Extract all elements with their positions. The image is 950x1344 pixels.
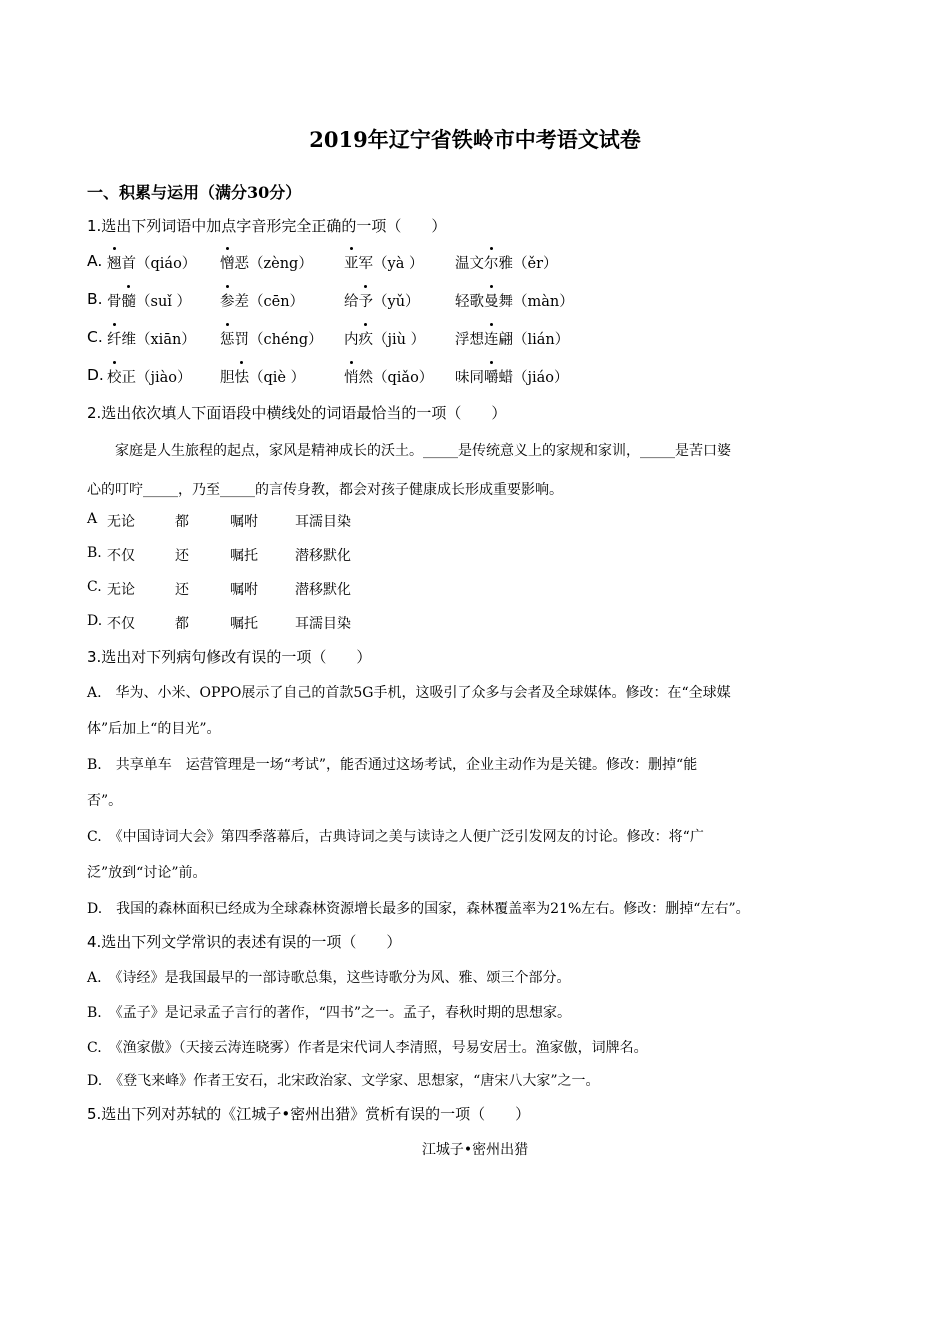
option-label: D. [87,613,103,629]
question-3-stem: 3.选出对下列病句修改有误的一项（ ） [87,648,372,666]
word-item: 轻歌曼舞（màn） [455,290,574,311]
emphasis-dotted-char: 嚼 [484,366,499,387]
question-3-option-line: B. 共享单车 运营管理是一场“考试”，能否通过这场考试，企业主动作为是关键。修改：删掉“能 [87,757,698,773]
option-label: B. [87,545,102,561]
question-1-stem: 1.选出下列词语中加点字音形完全正确的一项（ ） [87,217,447,235]
option-label: A [87,511,98,527]
emphasis-dotted-char: 参 [220,290,235,311]
option-word: 还 [175,548,189,564]
option-word: 都 [175,514,189,530]
option-word: 潜移默化 [295,582,351,598]
emphasis-dotted-char: 悄 [344,366,359,387]
option-word: 不仅 [107,616,135,632]
option-word: 无论 [107,514,135,530]
option-label: D. [87,366,104,384]
option-word: 嘱托 [230,548,258,564]
option-word: 嘱托 [230,616,258,632]
word-item: 悄然（qiǎo） [344,366,433,387]
option-label: C. [87,328,103,346]
word-item: 内疚（jiù ） [344,328,425,349]
emphasis-dotted-char: 翘 [107,252,122,273]
word-item: 憎恶（zèng） [220,252,313,273]
poem-title: 江城子•密州出猎 [421,1142,529,1158]
option-word: 还 [175,582,189,598]
emphasis-dotted-char: 怯 [235,366,250,387]
word-item: 校正（jiào） [107,366,192,387]
word-item: 骨髓（suǐ ） [107,290,191,311]
option-word: 潜移默化 [295,548,351,564]
word-item: 惩罚（chéng） [220,328,323,349]
emphasis-dotted-char: 校 [107,366,122,387]
question-5-stem: 5.选出下列对苏轼的《江城子•密州出猎》赏析有误的一项（ ） [87,1105,531,1123]
word-item: 给予（yǔ） [344,290,420,311]
option-word: 耳濡目染 [295,514,351,530]
word-item: 亚军（yà ） [344,252,423,273]
question-4-stem: 4.选出下列文学常识的表述有误的一项（ ） [87,933,402,951]
emphasis-dotted-char: 髓 [122,290,137,311]
question-4-option-line: A. 《诗经》是我国最早的一部诗歌总集，这些诗歌分为风、雅、颂三个部分。 [87,970,571,986]
word-item: 味同嚼蜡（jiáo） [455,366,569,387]
question-4-option-line: C. 《渔家傲》（天接云涛连晓雾）作者是宋代词人李清照，号易安居士。渔家傲，词牌名。 [87,1040,648,1056]
option-word: 耳濡目染 [295,616,351,632]
option-word: 无论 [107,582,135,598]
option-word: 嘱咐 [230,582,258,598]
option-word: 嘱咐 [230,514,258,530]
word-item: 浮想连翩（lián） [455,328,569,349]
option-word: 都 [175,616,189,632]
question-3-option-line: C. 《中国诗词大会》第四季落幕后，古典诗词之美与读诗之人便广泛引发网友的讨论。修改：将“广 [87,829,704,845]
word-item: 纤维（xiān） [107,328,196,349]
question-2-passage-line: 家庭是人生旅程的起点，家风是精神成长的沃土。_____是传统意义上的家规和家训，_____是苦口婆 [87,443,731,459]
option-label: C. [87,579,102,595]
emphasis-dotted-char: 疚 [359,328,374,349]
word-item: 温文尔雅（ěr） [455,252,558,273]
emphasis-dotted-char: 惩 [220,328,235,349]
emphasis-dotted-char: 纤 [107,328,122,349]
question-4-option-line: D. 《登飞来峰》作者王安石，北宋政治家、文学家、思想家，“唐宋八大家”之一。 [87,1073,600,1089]
option-label: A. [87,252,103,270]
emphasis-dotted-char: 亚 [344,252,359,273]
question-2-passage-line: 心的叮咛_____，乃至_____的言传身教，都会对孩子健康成长形成重要影响。 [87,482,563,498]
word-item: 参差（cēn） [220,290,304,311]
question-3-option-line: D. 我国的森林面积已经成为全球森林资源增长最多的国家，森林覆盖率为21%左右。修改：删掉“左右”。 [87,901,750,917]
word-item: 胆怯（qiè ） [220,366,305,387]
section-heading: 一、积累与运用（满分30分） [87,183,302,202]
emphasis-dotted-char: 予 [359,290,374,311]
page-title: 2019年辽宁省铁岭市中考语文试卷 [309,127,641,152]
emphasis-dotted-char: 连 [484,328,499,349]
question-3-option-line: 体”后加上“的目光”。 [87,721,221,737]
emphasis-dotted-char: 憎 [220,252,235,273]
option-label: B. [87,290,103,308]
emphasis-dotted-char: 曼 [484,290,499,311]
question-3-option-line: 泛”放到“讨论”前。 [87,865,207,881]
word-item: 翘首（qiáo） [107,252,196,273]
emphasis-dotted-char: 尔 [484,252,499,273]
question-3-option-line: 否”。 [87,793,123,809]
question-3-option-line: A. 华为、小米、OPPO展示了自己的首款5G手机，这吸引了众多与会者及全球媒体。修改：在“全球媒 [87,685,731,701]
question-2-stem: 2.选出依次填人下面语段中横线处的词语最恰当的一项（ ） [87,404,507,422]
question-4-option-line: B. 《孟子》是记录孟子言行的著作，“四书”之一。孟子，春秋时期的思想家。 [87,1005,572,1021]
option-word: 不仅 [107,548,135,564]
